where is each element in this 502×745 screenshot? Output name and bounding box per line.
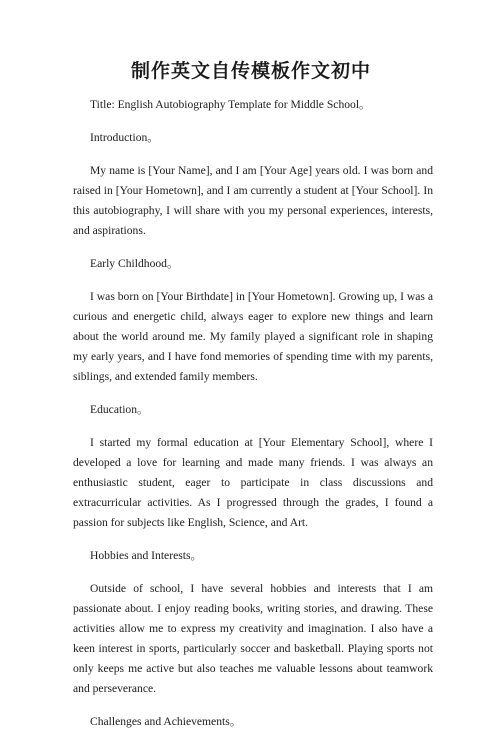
section-heading-early-childhood: Early Childhood。 xyxy=(90,257,179,270)
section-heading-education: Education。 xyxy=(90,403,149,416)
paragraph-introduction: My name is [Your Name], and I am [Your Age] years old. I was born and raised in [Your Hometown], and I am currently a student at [Your School]. In this autobiography, I will share with you my personal experiences, interests, and aspirations. xyxy=(73,164,433,237)
section-heading-challenges: Challenges and Achievements。 xyxy=(90,715,242,728)
document-body xyxy=(73,95,433,745)
section-heading-hobbies: Hobbies and Interests。 xyxy=(90,549,203,562)
paragraph-hobbies: Outside of school, I have several hobbies and interests that I am passionate about. I enjoy reading books, writing stories, and drawing. These activities allow me to express my creativity and imagination. I also have a keen interest in sports, particularly soccer and basketball. Playing sports not only keeps me active but also teaches me valuable lessons about teamwork and perseverance. xyxy=(73,582,433,695)
section-heading-introduction: Introduction。 xyxy=(90,131,159,144)
title-line: Title: English Autobiography Template for Middle School。 xyxy=(90,98,371,111)
paragraph-early-childhood: I was born on [Your Birthdate] in [Your Hometown]. Growing up, I was a curious and energetic child, always eager to explore new things and learn about the world around me. My family played a significant role in shaping my early years, and I have fond memories of spending time with my parents, siblings, and extended family members. xyxy=(73,290,433,383)
paragraph-education: I started my formal education at [Your Elementary School], where I developed a love for learning and made many friends. I was always an enthusiastic student, eager to participate in class discussions and extracurricular activities. As I progressed through the grades, I found a passion for subjects like English, Science, and Art. xyxy=(73,436,433,529)
document-title: 制作英文自传模板作文初中 xyxy=(130,60,371,82)
